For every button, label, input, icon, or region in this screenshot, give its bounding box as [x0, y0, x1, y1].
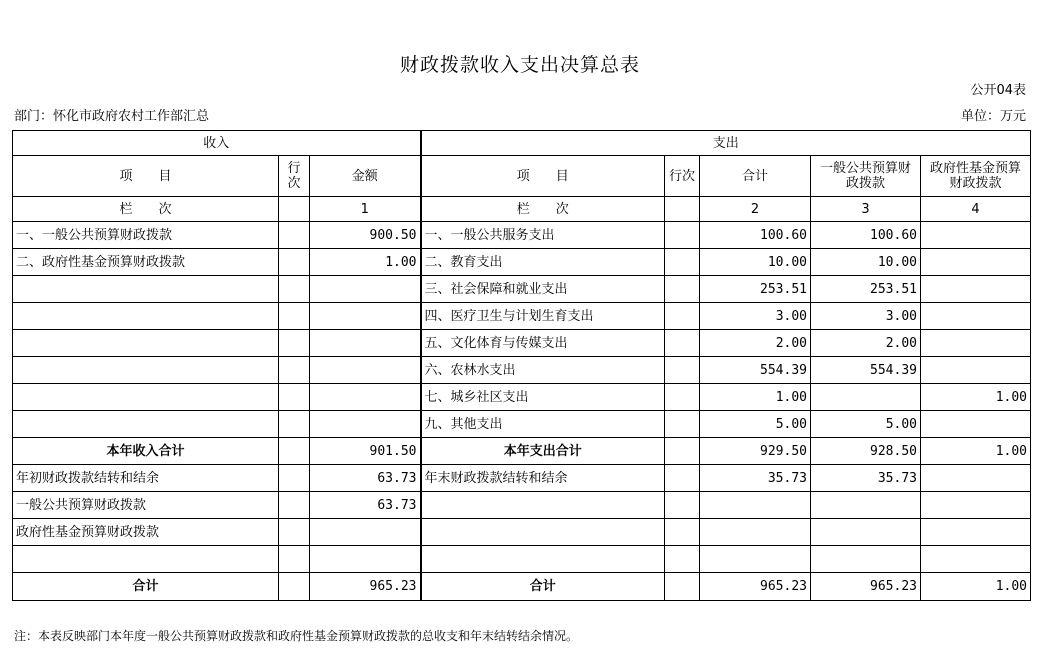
expense-general-budget-cell: 3.00 — [811, 303, 921, 330]
expense-general-budget-cell: 965.23 — [811, 573, 921, 601]
table-row — [13, 384, 1031, 411]
expense-row-no-cell — [665, 492, 700, 519]
income-row-no-cell — [279, 276, 310, 303]
income-amount-cell — [310, 411, 421, 438]
income-row-no-header: 行次 — [279, 156, 310, 197]
expense-general-budget-cell: 253.51 — [811, 276, 921, 303]
income-amount-cell — [310, 384, 421, 411]
income-item-cell: 本年收入合计 — [13, 438, 279, 465]
expense-general-budget-cell — [811, 519, 921, 546]
income-item-header: 项 目 — [13, 156, 279, 197]
expense-gov-fund-cell — [921, 249, 1031, 276]
expense-total-cell: 1.00 — [700, 384, 811, 411]
income-lanci-col1: 1 — [310, 197, 421, 222]
expense-general-budget-cell — [811, 492, 921, 519]
income-row-no-cell — [279, 519, 310, 546]
expense-total-cell — [700, 546, 811, 573]
income-row-no-cell — [279, 438, 310, 465]
income-item-cell — [13, 411, 279, 438]
income-row-no-cell — [279, 222, 310, 249]
expense-row-no-cell — [665, 222, 700, 249]
form-number: 公开04表 — [970, 83, 1026, 98]
expense-item-cell: 七、城乡社区支出 — [421, 384, 665, 411]
income-amount-cell: 900.50 — [310, 222, 421, 249]
expense-item-cell: 六、农林水支出 — [421, 357, 665, 384]
income-amount-cell: 63.73 — [310, 492, 421, 519]
income-lanci-label: 栏 次 — [13, 197, 279, 222]
expense-general-budget-cell: 2.00 — [811, 330, 921, 357]
expense-lanci-label: 栏 次 — [421, 197, 665, 222]
expense-row-no-cell — [665, 249, 700, 276]
expense-total-cell: 5.00 — [700, 411, 811, 438]
expense-total-cell: 3.00 — [700, 303, 811, 330]
income-row-no-cell — [279, 384, 310, 411]
expense-gov-fund-cell — [921, 465, 1031, 492]
expense-general-budget-cell: 554.39 — [811, 357, 921, 384]
expense-item-cell: 年末财政拨款结转和结余 — [421, 465, 665, 492]
expense-section-header: 支出 — [421, 131, 1031, 156]
expense-item-cell: 本年支出合计 — [421, 438, 665, 465]
income-item-cell — [13, 330, 279, 357]
expense-general-budget-cell: 35.73 — [811, 465, 921, 492]
expense-row-no-cell — [665, 546, 700, 573]
expense-general-budget-cell: 100.60 — [811, 222, 921, 249]
expense-total-cell: 554.39 — [700, 357, 811, 384]
income-amount-cell — [310, 303, 421, 330]
income-item-cell: 政府性基金预算财政拨款 — [13, 519, 279, 546]
table-row — [13, 438, 1031, 465]
expense-gov-fund-cell: 1.00 — [921, 438, 1031, 465]
budget-summary-table — [12, 130, 1031, 601]
income-amount-cell — [310, 519, 421, 546]
expense-total-cell: 100.60 — [700, 222, 811, 249]
expense-row-no-header: 行次 — [665, 156, 700, 197]
expense-gov-fund-cell — [921, 492, 1031, 519]
table-row — [13, 303, 1031, 330]
department-label: 部门：怀化市政府农村工作部汇总 — [14, 109, 210, 124]
expense-row-no-cell — [665, 330, 700, 357]
income-row-no-cell — [279, 465, 310, 492]
expense-lanci-row — [665, 197, 700, 222]
income-amount-cell — [310, 276, 421, 303]
income-amount-cell: 63.73 — [310, 465, 421, 492]
expense-total-cell: 253.51 — [700, 276, 811, 303]
income-row-no-cell — [279, 411, 310, 438]
table-row — [13, 249, 1031, 276]
expense-row-no-cell — [665, 519, 700, 546]
expense-general-budget-cell — [811, 384, 921, 411]
income-item-cell: 一、一般公共预算财政拨款 — [13, 222, 279, 249]
unit-label: 单位：万元 — [960, 109, 1026, 124]
expense-item-cell: 四、医疗卫生与计划生育支出 — [421, 303, 665, 330]
income-row-no-cell — [279, 546, 310, 573]
expense-total-cell: 929.50 — [700, 438, 811, 465]
table-row — [13, 546, 1031, 573]
expense-general-budget-cell — [811, 546, 921, 573]
expense-item-cell — [421, 519, 665, 546]
income-item-cell — [13, 303, 279, 330]
expense-gov-fund-cell — [921, 222, 1031, 249]
income-amount-cell: 1.00 — [310, 249, 421, 276]
expense-item-header: 项 目 — [421, 156, 665, 197]
expense-gov-fund-header: 政府性基金预算财政拨款 — [921, 156, 1031, 197]
expense-gov-fund-cell: 1.00 — [921, 384, 1031, 411]
expense-gov-fund-cell — [921, 276, 1031, 303]
expense-row-no-cell — [665, 276, 700, 303]
expense-row-no-cell — [665, 357, 700, 384]
income-item-cell: 一般公共预算财政拨款 — [13, 492, 279, 519]
expense-lanci-col4: 4 — [921, 197, 1031, 222]
expense-item-cell: 二、教育支出 — [421, 249, 665, 276]
expense-row-no-cell — [665, 465, 700, 492]
expense-general-budget-cell: 928.50 — [811, 438, 921, 465]
expense-general-budget-header: 一般公共预算财政拨款 — [811, 156, 921, 197]
expense-total-cell: 35.73 — [700, 465, 811, 492]
table-row — [13, 357, 1031, 384]
income-row-no-cell — [279, 330, 310, 357]
expense-lanci-col3: 3 — [811, 197, 921, 222]
expense-total-cell — [700, 492, 811, 519]
expense-item-cell: 一、一般公共服务支出 — [421, 222, 665, 249]
expense-item-cell: 五、文化体育与传媒支出 — [421, 330, 665, 357]
income-amount-cell: 901.50 — [310, 438, 421, 465]
income-row-no-cell — [279, 357, 310, 384]
table-row — [13, 519, 1031, 546]
income-amount-cell — [310, 546, 421, 573]
expense-item-cell: 合计 — [421, 573, 665, 601]
expense-gov-fund-cell — [921, 411, 1031, 438]
income-section-header: 收入 — [13, 131, 421, 156]
table-row — [13, 276, 1031, 303]
expense-total-cell: 10.00 — [700, 249, 811, 276]
expense-row-no-cell — [665, 411, 700, 438]
table-row — [13, 465, 1031, 492]
income-item-cell — [13, 546, 279, 573]
expense-gov-fund-cell — [921, 519, 1031, 546]
expense-row-no-cell — [665, 573, 700, 601]
expense-item-cell — [421, 546, 665, 573]
expense-row-no-cell — [665, 384, 700, 411]
income-row-no-cell — [279, 573, 310, 601]
income-item-cell: 年初财政拨款结转和结余 — [13, 465, 279, 492]
table-row — [13, 222, 1031, 249]
expense-lanci-col2: 2 — [700, 197, 811, 222]
income-item-cell — [13, 357, 279, 384]
expense-gov-fund-cell — [921, 330, 1031, 357]
expense-row-no-cell — [665, 303, 700, 330]
table-row — [13, 573, 1031, 601]
income-item-cell — [13, 384, 279, 411]
expense-item-cell: 三、社会保障和就业支出 — [421, 276, 665, 303]
expense-item-cell — [421, 492, 665, 519]
expense-general-budget-cell: 5.00 — [811, 411, 921, 438]
income-item-cell: 合计 — [13, 573, 279, 601]
table-row — [13, 492, 1031, 519]
income-amount-cell: 965.23 — [310, 573, 421, 601]
expense-total-cell — [700, 519, 811, 546]
income-amount-header: 金额 — [310, 156, 421, 197]
income-row-no-cell — [279, 249, 310, 276]
income-amount-cell — [310, 357, 421, 384]
income-amount-cell — [310, 330, 421, 357]
expense-total-cell: 965.23 — [700, 573, 811, 601]
income-item-cell: 二、政府性基金预算财政拨款 — [13, 249, 279, 276]
report-title: 财政拨款收入支出决算总表 — [399, 54, 640, 76]
expense-row-no-cell — [665, 438, 700, 465]
income-item-cell — [13, 276, 279, 303]
income-row-no-cell — [279, 303, 310, 330]
table-row — [13, 411, 1031, 438]
expense-gov-fund-cell — [921, 357, 1031, 384]
expense-total-header: 合计 — [700, 156, 811, 197]
income-row-no-cell — [279, 492, 310, 519]
expense-general-budget-cell: 10.00 — [811, 249, 921, 276]
expense-gov-fund-cell: 1.00 — [921, 573, 1031, 601]
expense-total-cell: 2.00 — [700, 330, 811, 357]
table-footnote: 注：本表反映部门本年度一般公共预算财政拨款和政府性基金预算财政拨款的总收支和年末结转结余情况。 — [14, 629, 579, 643]
expense-gov-fund-cell — [921, 303, 1031, 330]
expense-item-cell: 九、其他支出 — [421, 411, 665, 438]
table-row — [13, 330, 1031, 357]
income-lanci-row — [279, 197, 310, 222]
expense-gov-fund-cell — [921, 546, 1031, 573]
